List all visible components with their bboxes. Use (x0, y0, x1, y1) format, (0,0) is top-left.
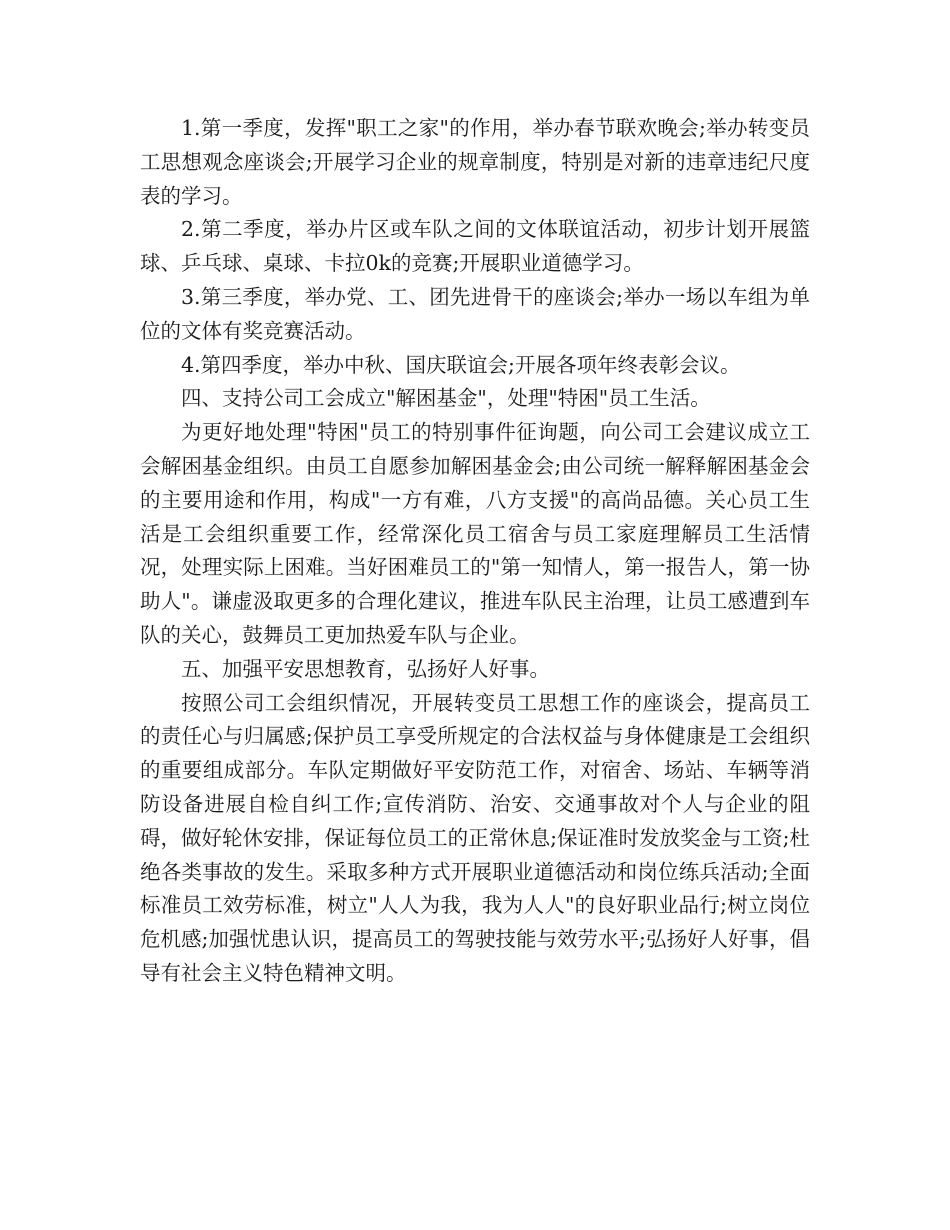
paragraph-q2-plan: 2.第二季度，举办片区或车队之间的文体联谊活动，初步计划开展篮球、乒乓球、桌球、卡拉0k的竞赛;开展职业道德学习。 (140, 217, 810, 276)
paragraph-q1-plan: 1.第一季度，发挥"职工之家"的作用，举办春节联欢晚会;举办转变员工思想观念座谈会;开展学习企业的规章制度，特别是对新的违章违纪尺度表的学习。 (140, 116, 810, 208)
paragraph-q3-plan: 3.第三季度，举办党、工、团先进骨干的座谈会;举办一场以车组为单位的文体有奖竞赛活动。 (140, 284, 810, 343)
paragraph-relief-fund: 为更好地处理"特困"员工的特别事件征询题，向公司工会建议成立工会解困基金组织。由员工自愿参加解困基金会;由公司统一解释解困基金会的主要用途和作用，构成"一方有难，八方支援"的高尚品德。关心员工生活是工会组织重要工作，经常深化员工宿舍与员工家庭理解员工生活情况，处理实际上困难。当好困难员工的"第一知情人，第一报告人，第一协助人"。谦虚汲取更多的合理化建议，推进车队民主治理，让员工感遭到车队的关心，鼓舞员工更加热爱车队与企业。 (140, 420, 810, 647)
paragraph-safety-education: 按照公司工会组织情况，开展转变员工思想工作的座谈会，提高员工的责任心与归属感;保护员工享受所规定的合法权益与身体健康是工会组织的重要组成部分。车队定期做好平安防范工作，对宿舍、场站、车辆等消防设备进展自检自纠工作;宣传消防、治安、交通事故对个人与企业的阻碍，做好轮休安排，保证每位员工的正常休息;保证准时发放奖金与工资;杜绝各类事故的发生。采取多种方式开展职业道德活动和岗位练兵活动;全面标准员工效劳标准，树立"人人为我，我为人人"的良好职业品行;树立岗位危机感;加强忧患认识，提高员工的驾驶技能与效劳水平;弘扬好人好事，倡导有社会主义特色精神文明。 (140, 690, 810, 985)
paragraph-q4-plan: 4.第四季度，举办中秋、国庆联谊会;开展各项年终表彰会议。 (181, 352, 741, 377)
section-heading-relief-fund: 四、支持公司工会成立"解困基金"，处理"特困"员工生活。 (181, 386, 711, 411)
document-body (140, 112, 810, 991)
section-heading-safety-education: 五、加强平安思想教育，弘扬好人好事。 (181, 656, 550, 681)
